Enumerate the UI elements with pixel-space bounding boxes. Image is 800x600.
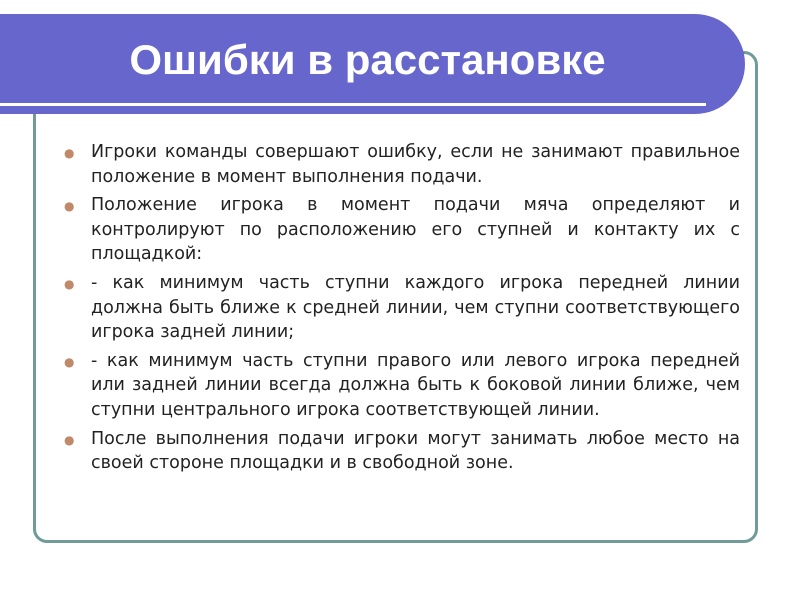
list-item xyxy=(64,271,740,345)
bullet-text: Положение игрока в момент подачи мяча определяют и контролируют по расположению его ступней и контакту их с площадкой: xyxy=(91,195,740,265)
bullet-list xyxy=(64,140,740,480)
list-item xyxy=(64,140,740,189)
list-item xyxy=(64,427,740,476)
bullet-text: - как минимум часть ступни каждого игрока передней линии должна быть ближе к средней линии, чем ступни соответствующего игрока задней линии; xyxy=(91,272,740,343)
bullet-dot-icon: ● xyxy=(64,354,75,369)
slide-title: Ошибки в расстановке xyxy=(129,36,606,83)
bullet-text: - как минимум часть ступни правого или левого игрока передней или задней линии всегда должна быть к боковой линии ближе, чем ступни центрального игрока соответствующей линии. xyxy=(91,350,740,420)
bullet-text: После выполнения подачи игроки могут занимать любое место на своей стороне площадки и в свободной зоне. xyxy=(91,428,740,474)
bullet-dot-icon: ● xyxy=(64,199,75,214)
bullet-dot-icon: ● xyxy=(64,432,75,447)
list-item xyxy=(64,193,740,267)
bullet-text: Игроки команды совершают ошибку, если не занимают правильное положение в момент выполнения подачи. xyxy=(91,142,740,187)
list-item xyxy=(64,349,740,423)
bullet-dot-icon: ● xyxy=(64,276,75,291)
bullet-dot-icon: ● xyxy=(64,146,75,160)
